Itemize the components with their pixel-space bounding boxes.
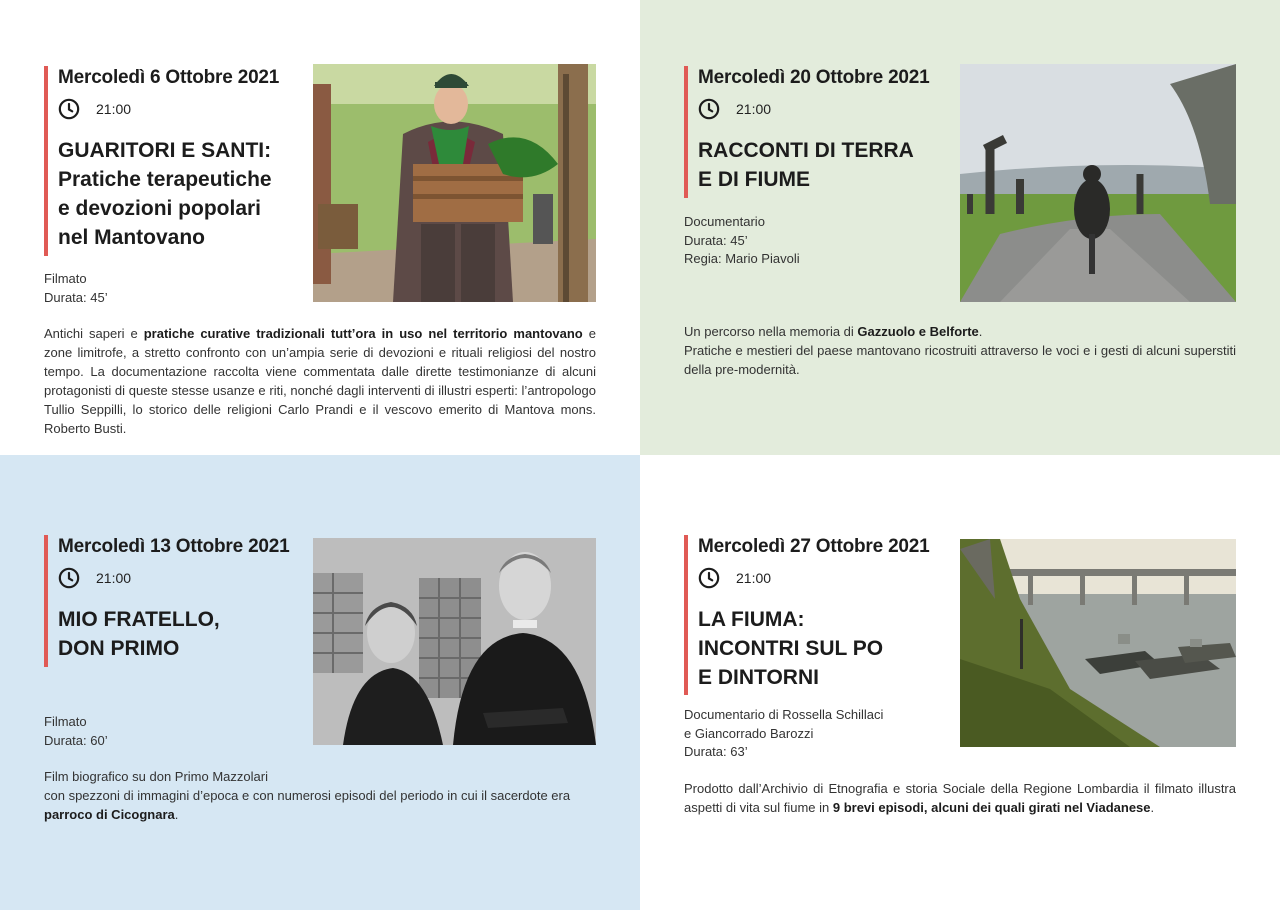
event-photo-archival-portrait (313, 538, 596, 745)
event-date: Mercoledì 6 Ottobre 2021 (58, 67, 280, 88)
clock-icon (58, 98, 80, 120)
event-card-racconti (640, 0, 1280, 455)
event-title: GUARITORI E SANTI: Pratiche terapeutiche e devozioni popolari nel Mantovano (58, 139, 272, 249)
event-description: Prodotto dall’Archivio di Etnografia e storia Sociale della Regione Lombardia il filmato illustra aspetti di vita sul fiume in 9 brevi episodi, alcuni dei quali girati nel Viadanese. (684, 781, 1236, 815)
event-header (44, 535, 290, 667)
event-time: 21:00 (736, 101, 772, 117)
event-meta: Filmato Durata: 60’ (44, 714, 108, 748)
event-card-mio-fratello (0, 455, 640, 910)
clock-icon (698, 98, 720, 120)
event-header (684, 535, 930, 695)
event-time-row (58, 565, 290, 591)
event-card-la-fiuma (640, 455, 1280, 910)
event-time: 21:00 (96, 570, 132, 586)
event-date: Mercoledì 13 Ottobre 2021 (58, 536, 290, 557)
event-photo-river-boats (960, 539, 1236, 747)
event-time: 21:00 (736, 570, 772, 586)
event-meta: Filmato Durata: 45’ (44, 271, 108, 305)
event-description: Un percorso nella memoria di Gazzuolo e Belforte. Pratiche e mestieri del paese mantovano ricostruiti attraverso le voci e i gesti di alcuni superstiti della pre-modernità. (684, 324, 1236, 377)
event-card-guaritori (0, 0, 640, 455)
event-description: Film biografico su don Primo Mazzolari con spezzoni di immagini d’epoca e con numerosi episodi del periodo in cui il sacerdote era parroco di Cicognara. (44, 769, 571, 822)
event-meta: Documentario Durata: 45’ Regia: Mario Piavoli (684, 214, 800, 266)
event-date: Mercoledì 20 Ottobre 2021 (698, 67, 930, 88)
event-time-row (698, 96, 930, 122)
event-meta: Documentario di Rossella Schillaci e Giancorrado Barozzi Durata: 63’ (684, 707, 884, 759)
event-time-row (58, 96, 279, 122)
clock-icon (698, 567, 720, 589)
event-title: RACCONTI DI TERRA E DI FIUME (698, 139, 914, 191)
event-photo-man-with-crate (313, 64, 596, 302)
event-time: 21:00 (96, 101, 132, 117)
clock-icon (58, 567, 80, 589)
event-header (44, 66, 279, 256)
event-header (684, 66, 930, 198)
event-description: Antichi saperi e pratiche curative tradizionali tutt’ora in uso nel territorio mantovano e zone limitrofe, a stretto confronto con un’ampia serie di devozioni e rituali religiosi del nostro tempo. La documentazione raccolta viene commentata dalle dirette testimonianze di alcuni protagonisti di queste stesse usanze e riti, nonché dagli interventi di illustri esperti: l’antropologo Tullio Seppilli, lo storico delle religioni Carlo Prandi e il vescovo emerito di Mantova mons. Roberto Busti. (44, 326, 596, 436)
event-time-row (698, 565, 930, 591)
event-title: MIO FRATELLO, DON PRIMO (58, 608, 220, 660)
event-photo-cyclist-path (960, 64, 1236, 302)
event-date: Mercoledì 27 Ottobre 2021 (698, 536, 930, 557)
event-title: LA FIUMA: INCONTRI SUL PO E DINTORNI (698, 608, 884, 689)
